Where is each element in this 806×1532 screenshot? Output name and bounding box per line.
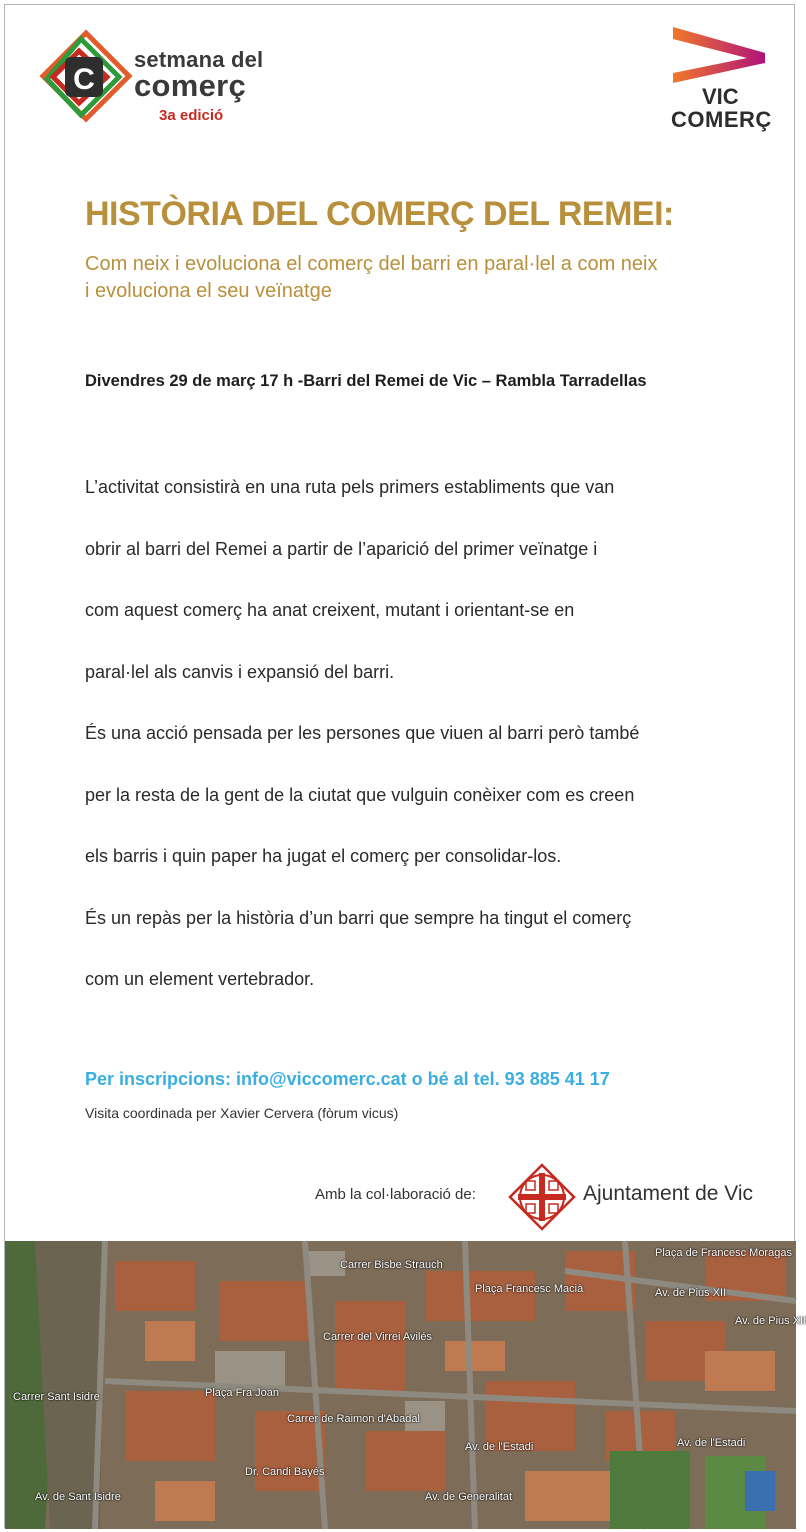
map-label: Av. de Sant Isidre (35, 1491, 121, 1503)
vic-comerc-chevron-icon (669, 27, 769, 87)
map-label: Av. de l'Estadi (677, 1437, 746, 1449)
event-date-location: Divendres 29 de març 17 h -Barri del Remei de Vic – Rambla Tarradellas (85, 372, 647, 390)
map-label: Av. de Generalitat (425, 1491, 513, 1503)
map-label: Av. de Pius XII (735, 1315, 806, 1327)
map-label: Plaça Francesc Macià (475, 1283, 584, 1295)
comerc-c-logo-icon (41, 31, 131, 131)
description-line: per la resta de la gent de la ciutat que vulguin conèixer com es creen (85, 784, 635, 805)
registration-info[interactable]: Per inscripcions: info@viccomerc.cat o bé al tel. 93 885 41 17 (85, 1069, 610, 1089)
subtitle (85, 251, 745, 305)
description-line: paral·lel als canvis i expansió del barri. (85, 661, 395, 682)
description-line: com un element vertebrador. (85, 969, 315, 989)
aerial-map-image (5, 1241, 796, 1529)
aerial-map (5, 1241, 806, 1529)
map-label: Carrer Sant Isidre (13, 1391, 100, 1403)
map-label: Dr. Candi Bayés (245, 1466, 325, 1478)
setmana-del-comerc-logo (41, 27, 291, 137)
logo-text-comerc: comerç (134, 68, 247, 103)
map-label: Av. de Pius XII (655, 1287, 727, 1299)
collaboration-label: Amb la col·laboració de: (315, 1186, 476, 1203)
subtitle-line: Com neix i evoluciona el comerç del barri en paral·lel a com neix (85, 253, 658, 275)
ajuntament-de-vic-name: Ajuntament de Vic (583, 1182, 754, 1205)
logo-text-comerc-upper: COMERÇ (671, 107, 772, 132)
map-label: Carrer de Raimon d'Abadal (287, 1413, 420, 1425)
description-line: És un repàs per la història d’un barri que sempre ha tingut el comerç (85, 907, 632, 928)
description-line: És una acció pensada per les persones que viuen al barri però també (85, 723, 640, 743)
description-line: L’activitat consistirà en una ruta pels primers establiments que van (85, 477, 615, 497)
svg-text:C: C (73, 63, 95, 96)
poster (4, 4, 806, 1528)
description (85, 475, 745, 1029)
description-line: com aquest comerç ha anat creixent, mutant i orientant-se en (85, 600, 575, 620)
ajuntament-shield-icon (508, 1163, 576, 1233)
visit-note: Visita coordinada per Xavier Cervera (fòrum vicus) (85, 1105, 399, 1121)
map-label: Av. de l'Estadi (465, 1441, 534, 1453)
map-label: Plaça Fra Joan (205, 1387, 279, 1399)
description-line: els barris i quin paper ha jugat el comerç per consolidar-los. (85, 846, 562, 866)
subtitle-line: i evoluciona el seu veïnatge (85, 280, 332, 302)
description-line: obrir al barri del Remei a partir de l’aparició del primer veïnatge i (85, 538, 598, 559)
logo-text-edicio: 3a edició (159, 107, 224, 124)
map-label: Plaça de Francesc Moragas (655, 1247, 792, 1259)
map-label: Carrer Bisbe Strauch (340, 1259, 443, 1271)
logo-text-vic: VIC (702, 84, 739, 109)
page-title: HISTÒRIA DEL COMERÇ DEL REMEI: (85, 195, 674, 233)
vic-comerc-logo (669, 27, 772, 137)
logo-text-setmana: setmana del (134, 47, 264, 72)
map-label: Carrer del Virrei Avilés (323, 1331, 433, 1343)
